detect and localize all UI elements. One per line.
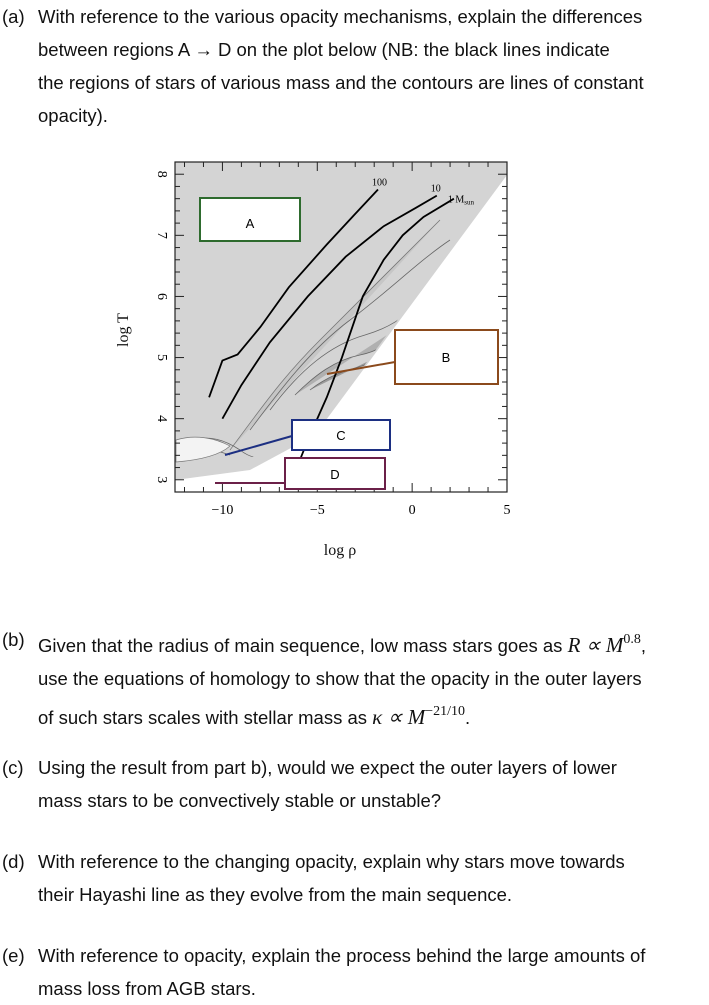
question-label: (b): [2, 629, 25, 650]
question-text: of such stars scales with stellar mass as: [38, 707, 373, 728]
x-tick-label: −10: [211, 503, 234, 518]
opacity-contour-plot: [100, 150, 530, 570]
question-c: [0, 751, 706, 817]
y-tick-label: 5: [154, 354, 169, 362]
question-line: mass loss from AGB stars.: [38, 978, 256, 999]
question-text: ,: [640, 635, 647, 656]
question-b: [0, 623, 706, 734]
question-d: [0, 845, 706, 911]
y-tick-label: 8: [154, 170, 169, 178]
y-tick-label: 7: [154, 231, 169, 239]
x-tick-label: 5: [503, 503, 511, 518]
mass-track-label: 10: [430, 183, 441, 195]
question-line: use the equations of homology to show that the opacity in the outer layers: [38, 668, 642, 689]
math-expression: R ∝ M: [567, 633, 624, 657]
question-text: .: [465, 707, 471, 728]
question-line: [38, 695, 706, 734]
region-a-label: A: [245, 216, 255, 231]
x-tick-label: −5: [309, 503, 325, 518]
question-line: between regions A → D on the plot below (NB: the black lines indicate: [38, 39, 610, 60]
question-a: [0, 0, 706, 132]
math-expression: κ ∝ M: [372, 705, 426, 729]
question-label: (e): [2, 945, 25, 966]
question-line: Using the result from part b), would we expect the outer layers of lower: [38, 757, 617, 778]
question-label: (c): [2, 757, 24, 778]
region-b-label: B: [441, 350, 451, 365]
y-tick-label: 6: [154, 292, 169, 300]
question-line: With reference to opacity, explain the process behind the large amounts of: [38, 945, 646, 966]
question-text: Given that the radius of main sequence, low mass stars goes as: [38, 635, 568, 656]
math-exponent: 0.8: [623, 632, 641, 647]
region-d-label: D: [330, 467, 340, 482]
mass-track-label: 1 $M_{sun}$: [447, 194, 475, 207]
mass-track-label: 100: [372, 177, 387, 189]
question-line: With reference to the changing opacity, explain why stars move towards: [38, 851, 625, 872]
question-line: opacity).: [38, 105, 108, 126]
question-line: With reference to the various opacity mechanisms, explain the differences: [38, 6, 643, 27]
question-line: the regions of stars of various mass and the contours are lines of constant: [38, 72, 644, 93]
region-c-label: C: [336, 428, 346, 443]
question-label: (d): [2, 851, 25, 872]
y-tick-label: 4: [154, 415, 169, 423]
math-exponent: −21/10: [425, 704, 466, 719]
y-tick-label: 3: [154, 476, 169, 484]
question-line: mass stars to be convectively stable or unstable?: [38, 790, 442, 811]
question-label: (a): [2, 6, 25, 27]
x-axis-label: log ρ: [323, 542, 357, 559]
question-e: [0, 939, 706, 1005]
y-axis-label: log T: [115, 313, 132, 347]
question-line: [38, 623, 706, 662]
x-tick-label: 0: [408, 503, 416, 518]
question-line: their Hayashi line as they evolve from the main sequence.: [38, 884, 513, 905]
